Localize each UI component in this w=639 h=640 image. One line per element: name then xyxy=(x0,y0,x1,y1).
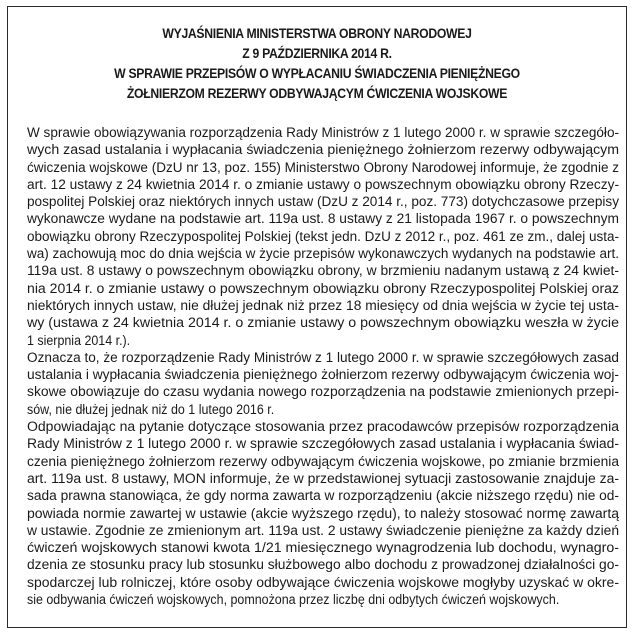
text-line: sów, nie dłużej jednak niż do 1 lutego 2016 r. xyxy=(27,401,275,417)
text-line: ćwiczenia wojskowe (DzU nr 13, poz. 155) Ministerstwo Obrony Narodowej informuje, że zgodnie z xyxy=(27,159,619,175)
text-line: wych zasad ustalania i wypłacania świadczenia pieniężnego żołnierzom rezerwy odbywającym xyxy=(27,142,619,158)
text-line: niektórych innych ustaw, nie dłużej jednak niż przez 18 miesięcy od dnia wejścia w życie tej usta- xyxy=(27,297,619,313)
paragraph xyxy=(27,418,619,608)
paragraph xyxy=(27,349,619,418)
document-body xyxy=(27,124,619,608)
document-frame xyxy=(7,6,627,628)
text-line: Rady Ministrów z 1 lutego 2000 r. w sprawie szczegółowych zasad ustalania i wypłacania świad- xyxy=(27,436,619,452)
text-line: W sprawie obowiązywania rozporządzenia Rady Ministrów z 1 lutego 2000 r. w sprawie szczegóło- xyxy=(27,125,620,140)
text-line: Odpowiadając na pytanie dotyczące stosowania przez pracodawców przepisów rozporządzenia xyxy=(27,419,619,435)
text-line: czenia pieniężnego żołnierzom rezerwy odbywającym ćwiczenia wojskowe, po zmianie brzmienia xyxy=(27,453,619,469)
title-line: WYJAŚNIENIA MINISTERSTWA OBRONY NARODOWEJ xyxy=(162,26,472,42)
text-line: powiada normie zawartej w ustawie (akcie wyższego rzędu), to należy stosować normę zawartą xyxy=(27,505,619,521)
text-line: sada prawna stanowiąca, że gdy norma zawarta w rozporządzeniu (akcie niższego rzędu) nie od- xyxy=(27,488,619,504)
title-line: W SPRAWIE PRZEPISÓW O WYPŁACANIU ŚWIADCZENIA PIENIĘŻNEGO xyxy=(114,66,520,82)
text-line: dzenia ze stosunku pracy lub stosunku służbowego albo dochodu z prowadzonej działalności go- xyxy=(27,557,619,573)
title-line: Z 9 PAŹDZIERNIKA 2014 R. xyxy=(242,46,392,62)
title-line: ŻOŁNIERZOM REZERWY ODBYWAJĄCYM ĆWICZENIA WOJSKOWE xyxy=(126,86,508,102)
text-line: Oznacza to, że rozporządzenie Rady Ministrów z 1 lutego 2000 r. w sprawie szczegółowych zasad xyxy=(27,349,620,365)
text-line: w ustawie. Zgodnie ze zmienionym art. 119a ust. 2 ustawy świadczenie pieniężne za każdy dzień xyxy=(27,522,619,538)
text-line: sie odbywania ćwiczeń wojskowych, pomnożona przez liczbę dni odbytych ćwiczeń wojskowych. xyxy=(27,592,560,608)
document-title xyxy=(51,24,582,104)
text-line: ustalania i wypłacania świadczenia pieniężnego żołnierzom rezerwy odbywającym ćwiczenia woj- xyxy=(27,367,619,383)
text-line: wa) zachowują moc do dnia wejścia w życie przepisów wykonawczych wydanych na podstawie art. xyxy=(27,246,619,262)
text-line: obowiązku obrony Rzeczypospolitej Polskiej (tekst jedn. DzU z 2012 r., poz. 461 ze zm., dalej usta- xyxy=(27,228,619,244)
text-line: wykonawcze wydane na podstawie art. 119a ust. 8 ustawy z 21 listopada 1967 r. o powszechnym xyxy=(27,211,619,227)
text-line: art. 12 ustawy z 24 kwietnia 2014 r. o zmianie ustawy o powszechnym obowiązku obrony Rzeczy- xyxy=(27,176,619,192)
text-line: ćwiczeń wojskowych stanowi kwota 1/21 miesięcznego wynagrodzenia lub dochodu, wynagro- xyxy=(27,540,619,556)
text-line: 119a ust. 8 ustawy o powszechnym obowiązku obrony, w brzmieniu nadanym ustawą z 24 kwiet- xyxy=(27,263,619,279)
paragraph xyxy=(27,124,619,349)
text-line: skowe obowiązuje do czasu wydania nowego rozporządzenia na podstawie zmienionych przepi- xyxy=(27,384,619,400)
text-line: nia 2014 r. o zmianie ustawy o powszechnym obowiązku obrony Rzeczypospolitej Polskiej oraz xyxy=(27,280,619,296)
text-line: wy (ustawa z 24 kwietnia 2014 r. o zmianie ustawy o powszechnym obowiązku weszła w życie xyxy=(27,315,619,331)
text-line: spodarczej lub rolniczej, które osoby odbywające ćwiczenia wojskowe mogłyby uzyskać w okre- xyxy=(27,574,619,590)
text-line: art. 119a ust. 8 ustawy, MON informuje, że w przedstawionej sytuacji zastosowanie znajduje za- xyxy=(27,470,619,486)
text-line: pospolitej Polskiej oraz niektórych innych ustaw (DzU z 2014 r., poz. 773) dotychczasowe przepisy xyxy=(27,194,619,210)
text-line: 1 sierpnia 2014 r.). xyxy=(27,332,131,348)
